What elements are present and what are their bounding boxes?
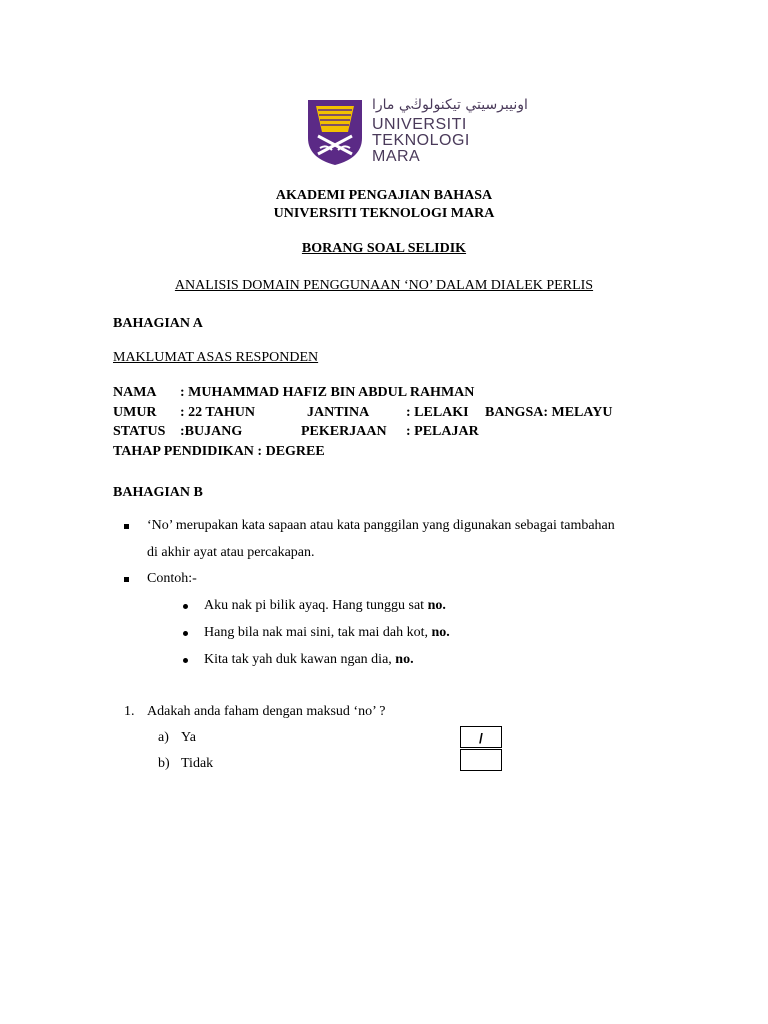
nama-value: : MUHAMMAD HAFIZ BIN ABDUL RAHMAN [180, 385, 475, 400]
pekerjaan-label: PEKERJAAN [301, 424, 387, 439]
umur-label: UMUR [113, 405, 157, 420]
header-line-2: UNIVERSITI TEKNOLOGI MARA [273, 206, 495, 221]
jantina-label: JANTINA [307, 405, 370, 420]
logo-line-1: UNIVERSITI [372, 116, 467, 133]
option-letter: b) [158, 756, 170, 771]
form-subtitle [0, 278, 768, 294]
logo-wordmark [372, 117, 470, 165]
question-text: Adakah anda faham dengan maksud ‘no’ ? [147, 704, 386, 719]
dot-bullet-icon [183, 604, 188, 609]
example-emphasis: no. [395, 652, 414, 667]
umur-value: : 22 TAHUN [180, 405, 255, 420]
definition-line-1: ‘No’ merupakan kata sapaan atau kata panggilan yang digunakan sebagai tambahan [147, 518, 615, 533]
option-tidak-checkbox[interactable] [460, 749, 502, 771]
dot-bullet-icon [183, 631, 188, 636]
example-text: Kita tak yah duk kawan ngan dia, [204, 652, 396, 667]
example-item [204, 652, 414, 668]
example-emphasis: no. [427, 598, 446, 613]
header-line-1: AKADEMI PENGAJIAN BAHASA [275, 188, 493, 203]
bangsa-value: BANGSA: MELAYU [485, 405, 613, 420]
option-ya-checkbox[interactable]: / [460, 726, 502, 748]
status-label: STATUS [113, 424, 166, 439]
logo-line-3: MARA [372, 148, 421, 165]
nama-label: NAMA [113, 385, 157, 400]
square-bullet-icon [124, 577, 129, 582]
square-bullet-icon [124, 524, 129, 529]
logo-arabic-text: ﺍﻭﻧﻴﺒﺮﺳﻴﺘﻲ ﺗﻴﻜﻨﻮﻟﻮڬﻲ مارا [372, 97, 528, 113]
logo-line-2: TEKNOLOGI [372, 132, 470, 149]
example-item [204, 625, 450, 641]
example-text: Aku nak pi bilik ayaq. Hang tunggu sat [204, 598, 428, 613]
section-a-heading: BAHAGIAN A [113, 316, 203, 331]
form-title [0, 241, 768, 257]
jantina-value: : LELAKI [406, 405, 469, 420]
option-label: Tidak [181, 756, 214, 771]
option-letter: a) [158, 730, 169, 745]
status-value: :BUJANG [180, 424, 243, 439]
dot-bullet-icon [183, 658, 188, 663]
example-emphasis: no. [431, 625, 450, 640]
definition-line-2: di akhir ayat atau percakapan. [147, 545, 315, 560]
form-title-text: BORANG SOAL SELIDIK [301, 241, 467, 256]
form-subtitle-text: ANALISIS DOMAIN PENGGUNAAN ‘NO’ DALAM DIALEK PERLIS [174, 278, 594, 293]
question-number: 1. [124, 704, 135, 719]
example-item [204, 598, 446, 614]
pekerjaan-value: : PELAJAR [406, 424, 479, 439]
section-b-heading: BAHAGIAN B [113, 485, 203, 500]
option-label: Ya [181, 730, 196, 745]
section-a-subheading: MAKLUMAT ASAS RESPONDEN [113, 350, 319, 365]
example-label: Contoh:- [147, 571, 197, 586]
pendidikan-value: TAHAP PENDIDIKAN : DEGREE [113, 444, 325, 459]
example-text: Hang bila nak mai sini, tak mai dah kot, [204, 625, 432, 640]
